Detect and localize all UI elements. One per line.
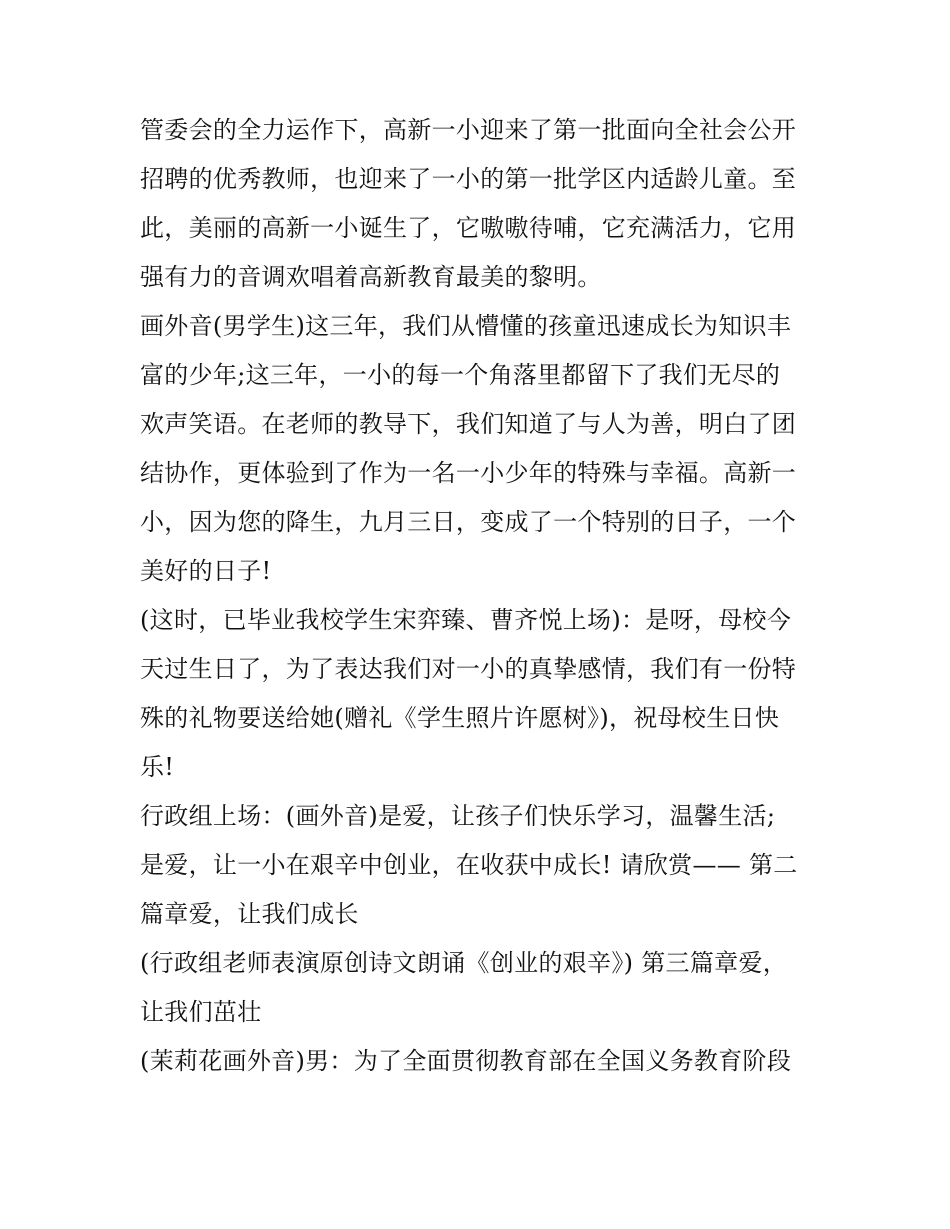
text-line: 天过生日了，为了表达我们对一小的真挚感情，我们有一份特 — [140, 655, 797, 683]
document-body — [140, 106, 820, 1086]
text-line: 强有力的音调欢唱着高新教育最美的黎明。 — [140, 263, 602, 291]
text-line: 是爱，让一小在艰辛中创业，在收获中成长! 请欣赏—— 第二 — [140, 851, 798, 879]
text-line: 行政组上场：(画外音)是爱，让孩子们快乐学习，温馨生活; — [140, 802, 776, 830]
text-line: 欢声笑语。在老师的教导下，我们知道了与人为善，明白了团 — [140, 410, 797, 438]
text-line: 乐! — [140, 753, 175, 781]
text-line: 美好的日子! — [140, 557, 272, 585]
text-line: (这时，已毕业我校学生宋弈臻、曹齐悦上场)：是呀，母校今 — [140, 606, 792, 634]
text-line: 招聘的优秀教师，也迎来了一小的第一批学区内适龄儿童。至 — [140, 165, 797, 193]
text-line: (行政组老师表演原创诗文朗诵《创业的艰辛》) 第三篇章爱， — [140, 949, 788, 977]
text-line: 管委会的全力运作下，高新一小迎来了第一批面向全社会公开 — [140, 116, 797, 144]
text-line: 让我们茁壮 — [140, 998, 262, 1026]
text-line: (茉莉花画外音)男：为了全面贯彻教育部在全国义务教育阶段 — [140, 1047, 792, 1075]
text-line: 画外音(男学生)这三年，我们从懵懂的孩童迅速成长为知识丰 — [140, 312, 792, 340]
text-line: 此，美丽的高新一小诞生了，它嗷嗷待哺，它充满活力，它用 — [140, 214, 797, 242]
text-line: 富的少年;这三年，一小的每一个角落里都留下了我们无尽的 — [140, 361, 781, 389]
text-line: 殊的礼物要送给她(赠礼《学生照片许愿树》)，祝母校生日快 — [140, 704, 780, 732]
text-line: 小，因为您的降生，九月三日，变成了一个特别的日子，一个 — [140, 508, 797, 536]
text-line: 篇章爱，让我们成长 — [140, 900, 359, 928]
text-line: 结协作，更体验到了作为一名一小少年的特殊与幸福。高新一 — [140, 459, 797, 487]
